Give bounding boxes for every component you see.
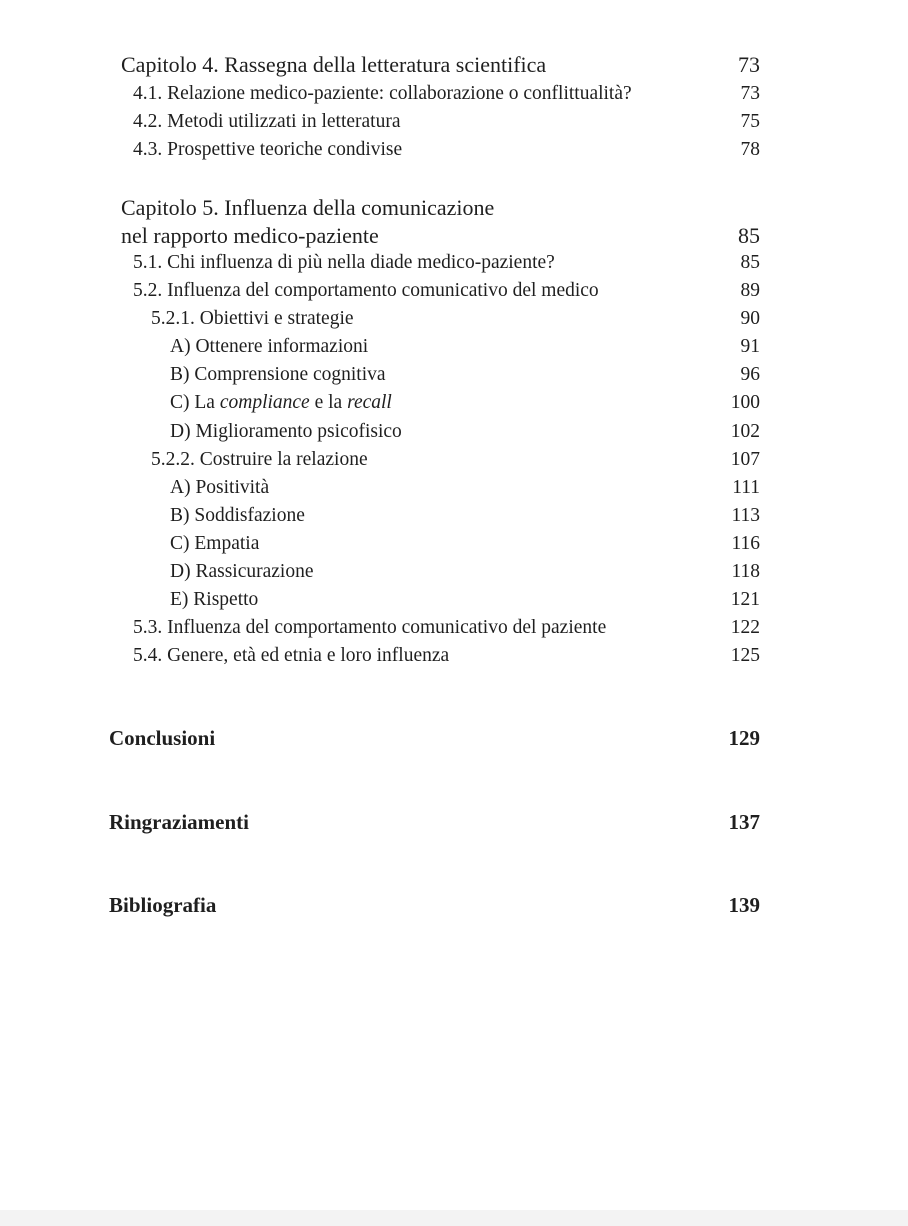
toc-entry-title: Conclusioni xyxy=(109,726,216,750)
toc-entry-page: 96 xyxy=(740,364,760,385)
toc-entry-page: 75 xyxy=(740,111,760,132)
page-bottom-shadow xyxy=(0,1210,908,1226)
toc-entry-4-2 xyxy=(133,111,760,133)
toc-entry-title: 4.3. Prospettive teoriche condivise xyxy=(133,139,403,160)
toc-entry-5-2-1-b xyxy=(170,364,760,386)
toc-entry-page: 90 xyxy=(740,308,760,329)
toc-entry-page: 129 xyxy=(728,726,760,750)
toc-entry-title: Capitolo 4. Rassegna della letteratura scientifica xyxy=(121,52,547,77)
toc-entry-page: 78 xyxy=(740,139,760,160)
toc-title-italic-compliance: compliance xyxy=(219,392,310,413)
toc-entry-title xyxy=(170,392,731,414)
toc-entry-chapter-4 xyxy=(121,52,760,78)
toc-entry-page: 89 xyxy=(740,280,760,301)
toc-entry-chapter-5-line2 xyxy=(121,223,760,249)
toc-entry-5-2-1-a xyxy=(170,336,760,358)
toc-entry-title: 4.1. Relazione medico-paziente: collaborazione o conflittualità? xyxy=(133,83,632,104)
toc-entry-page: 102 xyxy=(730,421,760,442)
toc-entry-5-2-1-d xyxy=(170,421,760,443)
toc-entry-title: A) Positività xyxy=(170,477,270,498)
toc-entry-5-4 xyxy=(133,645,760,667)
toc-entry-5-3 xyxy=(133,617,760,639)
toc-entry-page: 139 xyxy=(728,893,760,917)
toc-entry-page: 91 xyxy=(740,336,760,357)
toc-entry-page: 118 xyxy=(731,561,760,582)
toc-entry-title: Capitolo 5. Influenza della comunicazione xyxy=(121,195,495,220)
toc-entry-5-2-2-e xyxy=(170,589,760,611)
toc-entry-5-2-1 xyxy=(151,308,760,330)
toc-entry-title: 5.2.1. Obiettivi e strategie xyxy=(151,308,354,329)
toc-entry-title: B) Comprensione cognitiva xyxy=(170,364,386,385)
toc-entry-page: 111 xyxy=(732,477,760,498)
toc-entry-5-2-2 xyxy=(151,449,760,471)
toc-entry-page: 85 xyxy=(738,223,760,248)
toc-entry-page: 85 xyxy=(740,252,760,273)
toc-entry-4-1 xyxy=(133,83,760,105)
toc-entry-ringraziamenti xyxy=(109,810,760,835)
toc-title-prefix: C) La xyxy=(170,392,220,413)
toc-entry-title: A) Ottenere informazioni xyxy=(170,336,369,357)
toc-entry-page: 122 xyxy=(730,617,760,638)
toc-entry-page: 121 xyxy=(730,589,760,610)
toc-entry-page: 100 xyxy=(730,392,760,413)
toc-entry-5-2 xyxy=(133,280,760,302)
toc-title-italic-recall: recall xyxy=(347,392,392,413)
toc-entry-page: 116 xyxy=(731,533,760,554)
toc-entry-title: D) Rassicurazione xyxy=(170,561,314,582)
toc-entry-bibliografia xyxy=(109,893,760,918)
toc-entry-title: 5.3. Influenza del comportamento comunicativo del paziente xyxy=(133,617,607,638)
toc-entry-title: 5.4. Genere, età ed etnia e loro influenza xyxy=(133,645,450,666)
toc-entry-4-3 xyxy=(133,139,760,161)
toc-entry-title: 5.1. Chi influenza di più nella diade medico-paziente? xyxy=(133,252,555,273)
toc-entry-chapter-5-line1 xyxy=(121,195,760,221)
toc-entry-page: 137 xyxy=(728,810,760,834)
toc-entry-page: 73 xyxy=(740,83,760,104)
toc-entry-title: Ringraziamenti xyxy=(109,810,249,834)
toc-entry-5-2-2-a xyxy=(170,477,760,499)
toc-entry-5-2-1-c xyxy=(170,392,760,414)
toc-entry-page: 113 xyxy=(731,505,760,526)
toc-entry-5-1 xyxy=(133,252,760,274)
toc-entry-title: 5.2. Influenza del comportamento comunicativo del medico xyxy=(133,280,599,301)
toc-entry-5-2-2-d xyxy=(170,561,760,583)
toc-entry-title: Bibliografia xyxy=(109,893,217,917)
toc-entry-title: 4.2. Metodi utilizzati in letteratura xyxy=(133,111,401,132)
toc-entry-5-2-2-c xyxy=(170,533,760,555)
toc-entry-page: 125 xyxy=(730,645,760,666)
toc-entry-conclusioni xyxy=(109,726,760,751)
toc-entry-title: E) Rispetto xyxy=(170,589,259,610)
toc-entry-title: 5.2.2. Costruire la relazione xyxy=(151,449,368,470)
toc-title-middle: e la xyxy=(309,392,348,413)
toc-entry-page: 107 xyxy=(730,449,760,470)
toc-entry-title: nel rapporto medico-paziente xyxy=(121,223,379,248)
toc-entry-5-2-2-b xyxy=(170,505,760,527)
toc-entry-title: C) Empatia xyxy=(170,533,260,554)
toc-entry-title: B) Soddisfazione xyxy=(170,505,305,526)
toc-entry-page: 73 xyxy=(738,52,760,77)
toc-entry-title: D) Miglioramento psicofisico xyxy=(170,421,402,442)
